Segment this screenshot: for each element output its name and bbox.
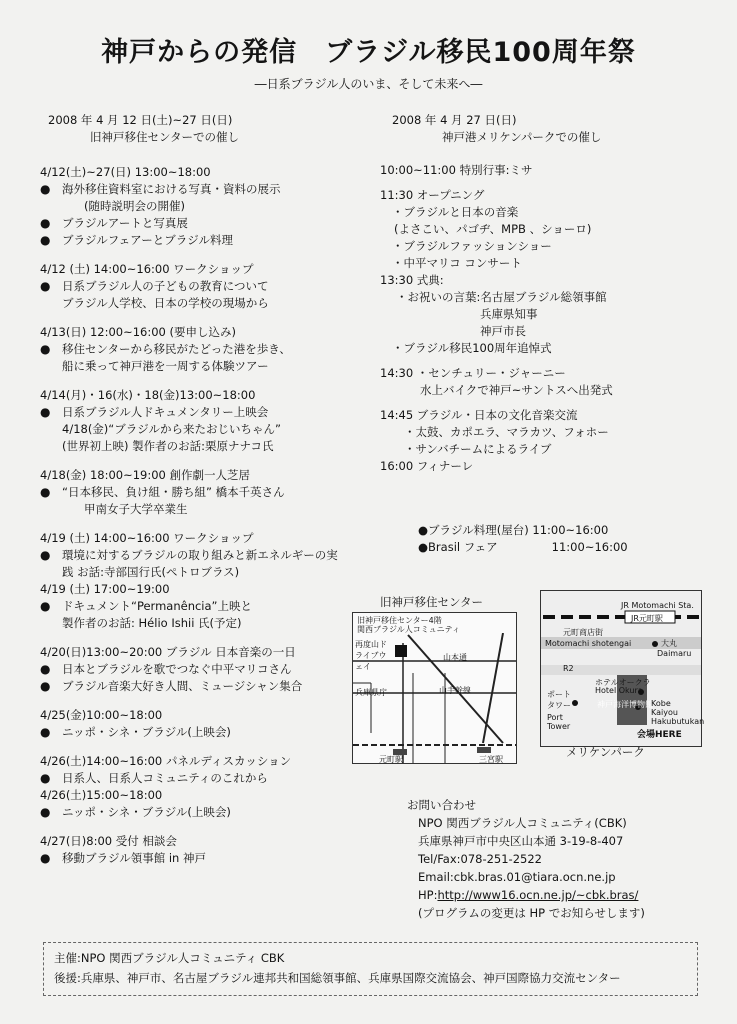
map1-label-kencho: 兵庫県庁	[355, 688, 387, 697]
schedule-block-heading: 4/25(金)10:00~18:00	[40, 708, 163, 722]
map1-label-motomachi: 元町駅	[379, 755, 403, 764]
spacer	[40, 632, 338, 644]
program-line	[380, 357, 613, 365]
food-line-1: ●ブラジル料理(屋台) 11:00~16:00	[418, 523, 609, 537]
program-line: 10:00~11:00 特別行事:ミサ	[380, 163, 533, 177]
contact-heading: お問い合わせ	[407, 798, 476, 812]
schedule-block-heading: 4/19 (土) 14:00~16:00 ワークショップ	[40, 531, 254, 545]
schedule-block-heading: 4/26(土)14:00~16:00 パネルディスカッション	[40, 754, 292, 768]
contact-hp-link[interactable]: http://www16.ocn.ne.jp/~cbk.bras/	[437, 888, 639, 902]
map2-label-daimaru-en: Daimaru	[657, 649, 692, 658]
map2-caption: メリケンパーク	[566, 745, 645, 759]
spacer	[40, 249, 338, 261]
schedule-bullet-item: ● ニッポ・シネ・ブラジル(上映会)	[40, 724, 338, 741]
map2-label-tower-jp: ポート タワー	[547, 690, 571, 710]
program-line: 14:30 ・センチュリー・ジャーニー	[380, 366, 566, 380]
contact-email[interactable]: Email:cbk.bras.01@tiara.ocn.ne.jp	[418, 870, 616, 884]
schedule-bullet-item: ● ブラジルアートと写真展	[40, 215, 338, 232]
program-line: ・ブラジルファッションショー	[392, 239, 552, 253]
program-line: ・ブラジル移民100周年追悼式	[392, 341, 552, 355]
map2-label-shotengai-jp: 元町商店街	[563, 628, 603, 637]
map2-label-shotengai-en: Motomachi shotengai	[545, 639, 632, 648]
map1-label-center: 旧神戸移住センター4階	[357, 616, 442, 625]
schedule-block-heading: 4/18(金) 18:00~19:00 創作劇一人芝居	[40, 468, 251, 482]
schedule-block-heading: 4/20(日)13:00~20:00 ブラジル 日本音楽の一日	[40, 645, 296, 659]
map2-label-museum: 神戸海洋博物館	[597, 700, 653, 709]
schedule-bullet-item: ● 日系ブラジル人の子どもの教育について	[40, 278, 338, 295]
map2-label-daimaru-jp: 大丸	[661, 639, 677, 648]
program-line: 16:00 フィナーレ	[380, 459, 474, 473]
schedule-line: 製作者のお話: Hélio Ishii 氏(予定)	[62, 616, 242, 630]
schedule-bullet-item: ● ブラジルフェアーとブラジル料理	[40, 232, 338, 249]
program-line	[380, 179, 613, 187]
schedule-block-heading: 4/27(日)8:00 受付 相談会	[40, 834, 177, 848]
map2-label-tower-en: Port Tower	[547, 713, 571, 731]
map1-label-yamamoto: 山本通	[443, 653, 467, 662]
contact-hp-label: HP:	[418, 888, 438, 902]
schedule-bullet-item: ● 移動ブラジル領事館 in 神戸	[40, 850, 338, 867]
footer-box	[43, 942, 698, 996]
program-line: ・中平マリコ コンサート	[392, 256, 522, 270]
map2-label-okura-jp: ホテルオークラ	[595, 678, 651, 687]
program-line: 11:30 オープニング	[380, 188, 485, 202]
map1-label-cbk: 関西ブラジル人コミュニティ	[357, 625, 460, 634]
schedule-bullet-item: ● 移住センターから移民がたどった港を歩き、	[40, 341, 338, 358]
map2-label-station-jp: JR元町駅	[631, 614, 663, 623]
schedule-bullet-item: ● 日系ブラジル人ドキュメンタリー上映会	[40, 404, 338, 421]
map1-label-yamate: 山手幹線	[439, 686, 471, 695]
food-line-2	[418, 539, 628, 556]
map-meriken-park	[540, 590, 705, 747]
spacer	[40, 695, 338, 707]
map2-label-okura-en: Hotel Okura	[595, 686, 643, 695]
page-title: 神戸からの発信 ブラジル移民100周年祭	[101, 37, 636, 68]
schedule-line: (世界初上映) 製作者のお話:栗原ナナコ氏	[62, 439, 274, 453]
spacer	[40, 741, 338, 753]
left-schedule	[40, 164, 338, 879]
left-header	[48, 112, 239, 146]
spacer	[40, 455, 338, 467]
program-line: ・ブラジルと日本の音楽	[392, 205, 519, 219]
schedule-line: ブラジル人学校、日本の学校の現場から	[62, 296, 269, 310]
contact-section	[405, 796, 645, 922]
schedule-line: 4/26(土)15:00~18:00	[40, 788, 163, 802]
program-line: (よさこい、パゴヂ、MPB 、ショーロ)	[394, 222, 592, 236]
program-line: ・サンバチームによるライブ	[404, 442, 552, 456]
map1-label-drive: 再度山ドライブウェイ	[355, 640, 387, 671]
right-date-header: 2008 年 4 月 27 日(日)	[392, 113, 517, 127]
schedule-bullet-item: ● ニッポ・シネ・ブラジル(上映会)	[40, 804, 338, 821]
map1-label-sannomiya: 三宮駅	[479, 755, 503, 764]
food-section	[418, 522, 628, 556]
contact-address: 兵庫県神戸市中央区山本通 3-19-8-407	[418, 834, 624, 848]
program-line: 神戸市長	[480, 324, 526, 338]
schedule-line: 4/18(金)“ブラジルから来たおじいちゃん”	[62, 422, 281, 436]
schedule-block-heading: 4/12(土)~27(日) 13:00~18:00	[40, 165, 211, 179]
spacer	[40, 867, 338, 879]
schedule-bullet-item: ● 日本とブラジルを歌でつなぐ中平マリコさん	[40, 661, 338, 678]
contact-hp	[405, 886, 645, 904]
schedule-line: 船に乗って神戸港を一周する体験ツアー	[62, 359, 269, 373]
schedule-line: (随時説明会の開催)	[84, 199, 185, 213]
contact-tel: Tel/Fax:078-251-2522	[418, 852, 542, 866]
schedule-line: 4/19 (土) 17:00~19:00	[40, 582, 170, 596]
program-line: 水上バイクで神戸~サントスへ出発式	[420, 383, 613, 397]
schedule-bullet-item: ● “日本移民、負け組・勝ち組” 橋本千英さん	[40, 484, 338, 501]
page-subtitle: ―日系ブラジル人のいま、そして未来へ―	[254, 77, 483, 91]
map2-label-museum-en: Kobe Kaiyou Hakubutukan	[651, 699, 705, 726]
schedule-bullet-item: ● 環境に対するブラジルの取り組みと新エネルギーの実	[40, 547, 338, 564]
footer-organizer: 主催:NPO 関西ブラジル人コミュニティ CBK	[54, 951, 285, 965]
program-line: 兵庫県知事	[480, 307, 538, 321]
schedule-bullet-item: ● ブラジル音楽大好き人間、ミュージシャン集合	[40, 678, 338, 695]
spacer	[40, 518, 338, 530]
schedule-line: 甲南女子大学卒業生	[84, 502, 188, 516]
program-line: 14:45 ブラジル・日本の文化音楽交流	[380, 408, 578, 422]
schedule-block-heading: 4/12 (土) 14:00~16:00 ワークショップ	[40, 262, 254, 276]
program-line: 13:30 式典:	[380, 273, 444, 287]
schedule-line: 践 お話:寺部国行氏(ペトロブラス)	[62, 565, 240, 579]
schedule-bullet-item: ● ドキュメント“Permanência”上映と	[40, 598, 338, 615]
schedule-block-heading: 4/13(日) 12:00~16:00 (要申し込み)	[40, 325, 236, 339]
food-2-time: 11:00~16:00	[551, 540, 628, 554]
program-line	[380, 399, 613, 407]
schedule-block-heading: 4/14(月)・16(水)・18(金)13:00~18:00	[40, 388, 256, 402]
map2-label-r2: R2	[563, 664, 574, 673]
program-line: ・太鼓、カポエラ、マラカツ、フォホー	[404, 425, 609, 439]
program-line: ・お祝いの言葉:名古屋ブラジル総領事館	[396, 290, 607, 304]
map2-label-station: JR Motomachi Sta.	[621, 601, 694, 610]
spacer	[40, 312, 338, 324]
food-2-label: ●Brasil フェア	[418, 540, 498, 554]
map2-label-here: 会場HERE	[637, 730, 682, 740]
right-venue-header: 神戸港メリケンパークでの催し	[442, 130, 602, 144]
contact-org: NPO 関西ブラジル人コミュニティ(CBK)	[418, 816, 627, 830]
contact-note: (プログラムの変更は HP でお知らせします)	[418, 906, 645, 920]
left-date-header: 2008 年 4 月 12 日(土)~27 日(日)	[48, 113, 233, 127]
map-ijuu-center	[352, 612, 517, 764]
spacer	[40, 375, 338, 387]
footer-sponsors: 後援:兵庫県、神戸市、名古屋ブラジル連邦共和国総領事館、兵庫県国際交流協会、神戸国際協力交流センター	[54, 971, 621, 985]
schedule-bullet-item: ● 海外移住資料室における写真・資料の展示	[40, 181, 338, 198]
left-venue-header: 旧神戸移住センターでの催し	[90, 130, 240, 144]
right-schedule	[380, 162, 613, 475]
map1-caption: 旧神戸移住センター	[380, 595, 484, 609]
right-header	[392, 112, 601, 146]
spacer	[40, 821, 338, 833]
schedule-bullet-item: ● 日系人、日系人コミュニティのこれから	[40, 770, 338, 787]
